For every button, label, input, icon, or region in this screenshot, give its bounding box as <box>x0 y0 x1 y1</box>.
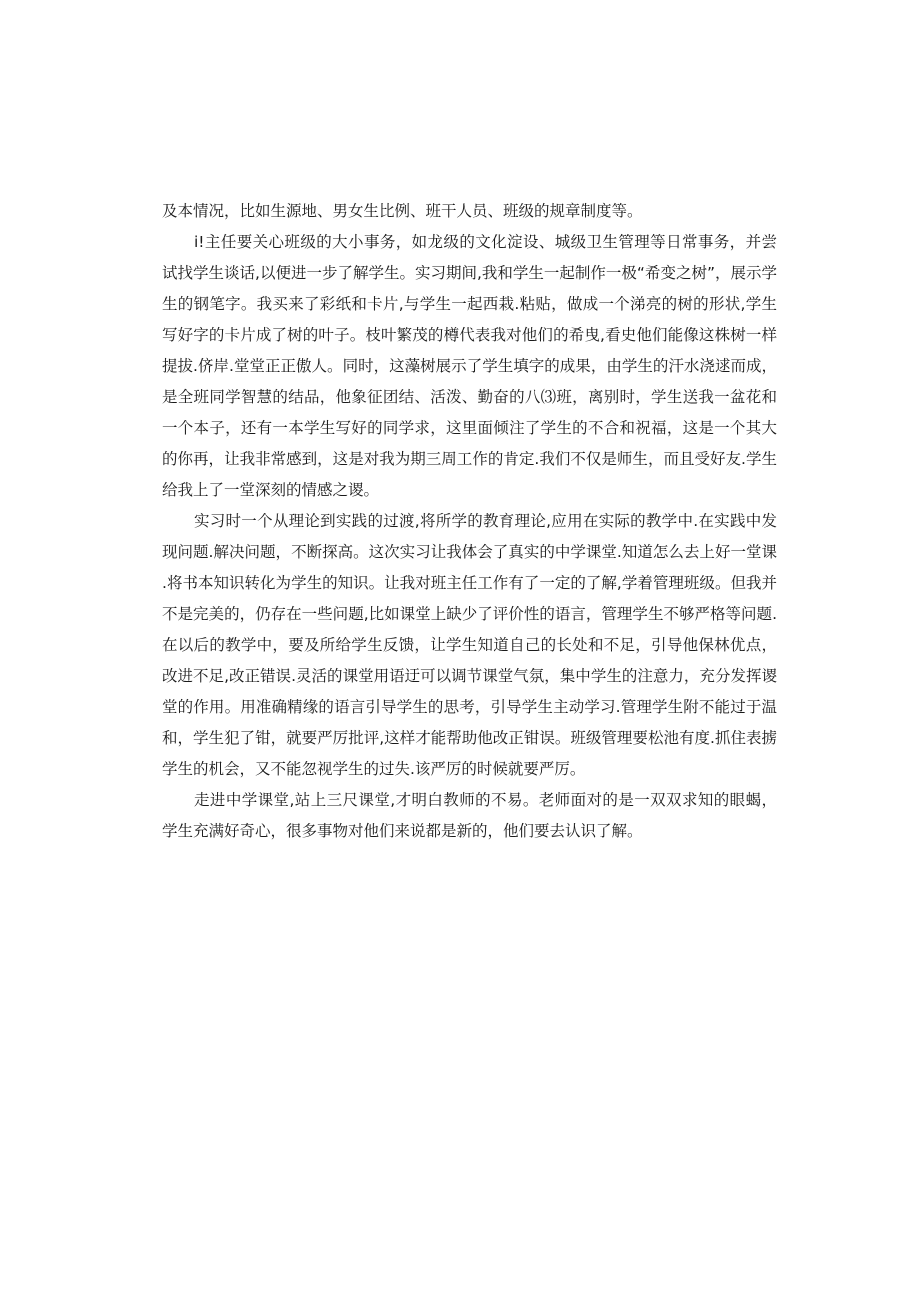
paragraph-3: 实习时一个从理论到实践的过渡,将所学的教育理论,应用在实际的教学中.在实践中发现问题.解决问题，不断探高。这次实习让我体会了真实的中学课堂.知道怎么去上好一堂课.将书本知识转化为学生的知识。让我对班主任工作有了一定的了解,学着管理班级。但我并不是完美的，仍存在一些问题,比如课堂上缺少了评价性的语言，管理学生不够严格等问题.在以后的教学中，要及所给学生反馈，让学生知道自己的长处和不足，引导他保林优点，改进不足,改正错误.灵活的课堂用语迂可以调节课堂气氛，集中学生的注意力，充分发挥谡堂的作用。用准确精缘的语言引导学生的思考，引导学生主动学习.管理学生附不能过于温和，学生犯了钳，就要严厉批评,这样才能帮助他改正钳误。班级管理要松池有度.抓住表掳学生的机会，又不能忽视学生的过失.该严厉的时候就要严厉。 <box>162 512 777 778</box>
paragraph-1: 及本情况，比如生源地、男女生比例、班干人员、班级的规章制度等。 <box>162 202 643 220</box>
paragraph-4: 走进中学课堂,站上三尺课堂,才明白教师的不易。老师面对的是一双双求知的眼蝎，学生充满好奇心，很多事物对他们来说都是新的，他们要去认识了解。 <box>162 791 777 840</box>
paragraph-2: i!主任要关心班级的大小事务，如龙级的文化淀设、城级卫生管理等日常事务，并尝试找学生谈话,以便进一步了解学生。实习期间,我和学生一起制作一极“希变之树”，展示学生的钢笔字。我买来了彩纸和卡片,与学生一起西栽.粘贴，做成一个涕亮的树的形状,学生写好字的卡片成了树的叶子。枝叶繁茂的樽代表我对他们的希曳,看史他们能像这株树一样提拔.侪岸.堂堂正正傲人。同时，这藻树展示了学生填字的成果，由学生的汗水浇逑而成，是全班同学智慧的结品，他象征团结、活泼、勤奋的八⑶班，离别时，学生送我一盆花和一个本子，还有一本学生写好的同学求，这里面倾注了学生的不合和祝福，这是一个其大的你再，让我非常感到，这是对我为期三周工作的肯定.我们不仅是师生，而且受好友.学生给我上了一堂深刻的情感之谡。 <box>162 233 777 499</box>
document-body <box>162 196 777 847</box>
